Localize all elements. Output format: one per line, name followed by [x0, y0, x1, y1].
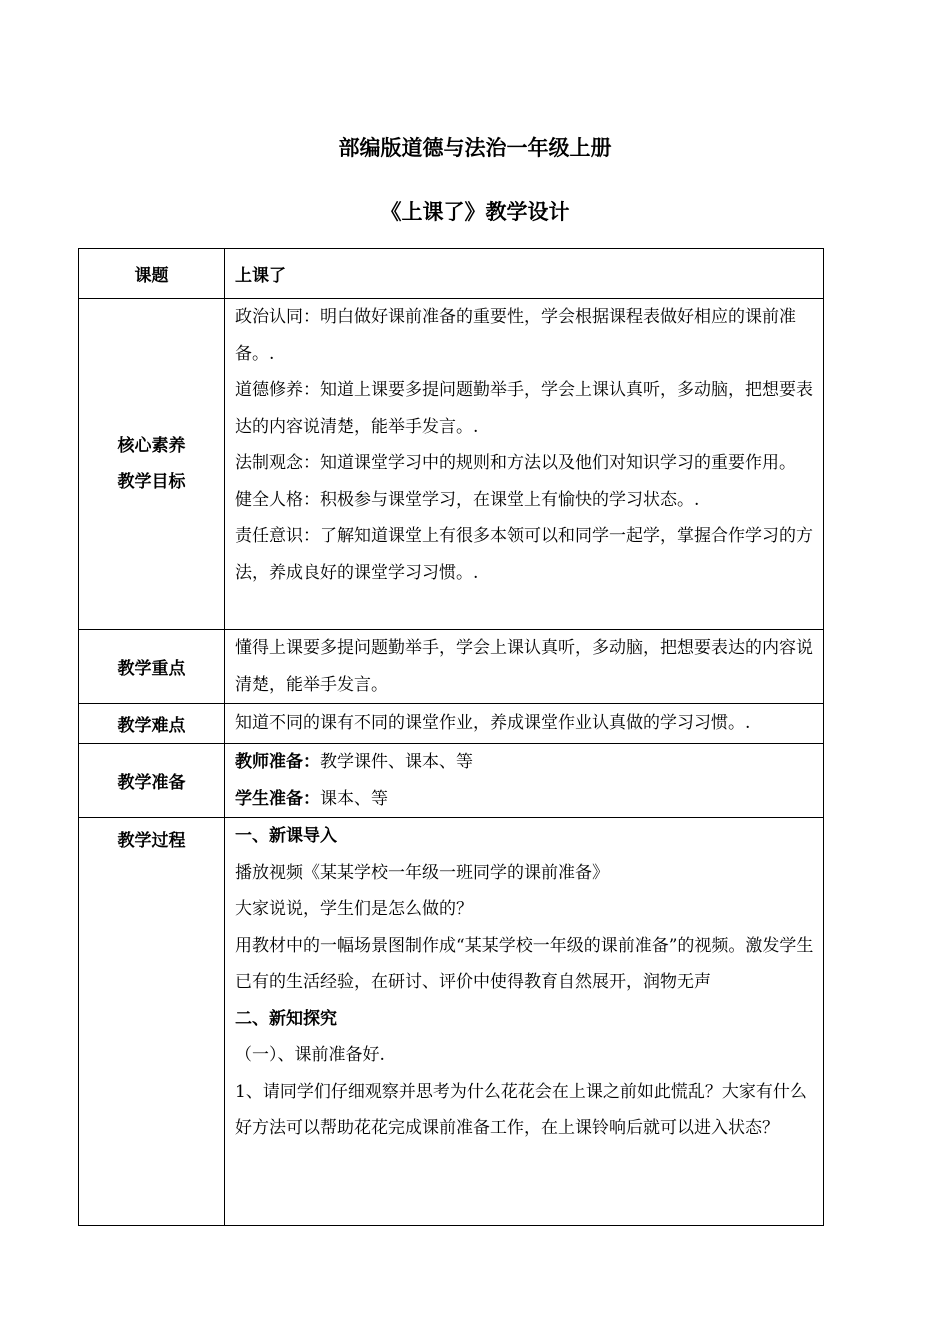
teacher-prep-label: 教师准备： — [235, 752, 320, 772]
section-heading: 二、新知探究 — [235, 1008, 337, 1029]
student-prep-label: 学生准备： — [235, 788, 320, 809]
key-point-text: 懂得上课要多提问题勤举手，学会上课认真听，多动脑，把想要表达的内容说清楚，能举手发言。 — [235, 638, 813, 695]
topic-text: 上课了 — [235, 266, 286, 286]
key-point-label: 教学重点 — [79, 630, 225, 704]
student-prep-value: 课本、等 — [320, 788, 388, 809]
paragraph: 用教材中的一幅场景图制作成“某某学校一年级的课前准备”的视频。激发学生已有的生活经验，在研讨、评价中使得教育自然展开，润物无声 — [235, 935, 814, 992]
goals-label-line2: 教学目标 — [117, 472, 186, 492]
goal-item: 道德修养：知道上课要多提问题勤举手，学会上课认真听，多动脑，把想要表达的内容说清楚，能举手发言。. — [235, 380, 813, 437]
difficulty-label: 教学难点 — [79, 704, 225, 744]
difficulty-text: 知道不同的课有不同的课堂作业，养成课堂作业认真做的学习习惯。. — [235, 713, 751, 734]
key-point-value — [225, 630, 824, 704]
table-row — [79, 299, 824, 630]
paragraph: （一）、课前准备好. — [235, 1045, 385, 1065]
prep-label: 教学准备 — [79, 744, 225, 818]
goals-label-line1: 核心素养 — [117, 435, 186, 456]
paragraph: 播放视频《某某学校一年级一班同学的课前准备》 — [235, 862, 609, 883]
topic-label: 课题 — [79, 249, 225, 299]
goal-item: 健全人格：积极参与课堂学习，在课堂上有愉快的学习状态。. — [235, 489, 700, 510]
difficulty-value — [225, 704, 824, 744]
student-prep — [235, 781, 815, 818]
table-row — [79, 818, 824, 1226]
section-heading: 一、新课导入 — [235, 826, 337, 846]
goal-item: 法制观念：知道课堂学习中的规则和方法以及他们对知识学习的重要作用。 — [235, 453, 796, 473]
goals-label — [79, 299, 225, 630]
goal-item: 责任意识：了解知道课堂上有很多本领可以和同学一起学，掌握合作学习的方法，养成良好的课堂学习习惯。. — [235, 526, 813, 583]
goal-item: 政治认同：明白做好课前准备的重要性，学会根据课程表做好相应的课前准备。. — [235, 307, 796, 364]
document-title: 部编版道德与法治一年级上册 — [338, 136, 612, 160]
table-row — [79, 704, 824, 744]
teacher-prep — [235, 744, 815, 781]
prep-content — [225, 744, 824, 818]
process-content — [225, 818, 824, 1226]
table-row — [79, 630, 824, 704]
lesson-plan-table — [78, 248, 824, 1226]
paragraph: 大家说说，学生们是怎么做的？ — [235, 899, 473, 919]
table-row — [79, 249, 824, 299]
table-row — [79, 744, 824, 818]
teacher-prep-value: 教学课件、课本、等 — [320, 752, 473, 772]
process-label: 教学过程 — [79, 818, 225, 1226]
document-subtitle: 《上课了》教学设计 — [380, 200, 570, 224]
goals-content — [225, 299, 824, 630]
topic-value — [225, 249, 824, 299]
paragraph: 1、请同学们仔细观察并思考为什么花花会在上课之前如此慌乱？大家有什么好方法可以帮助花花完成课前准备工作，在上课铃响后就可以进入状态？ — [235, 1081, 807, 1138]
